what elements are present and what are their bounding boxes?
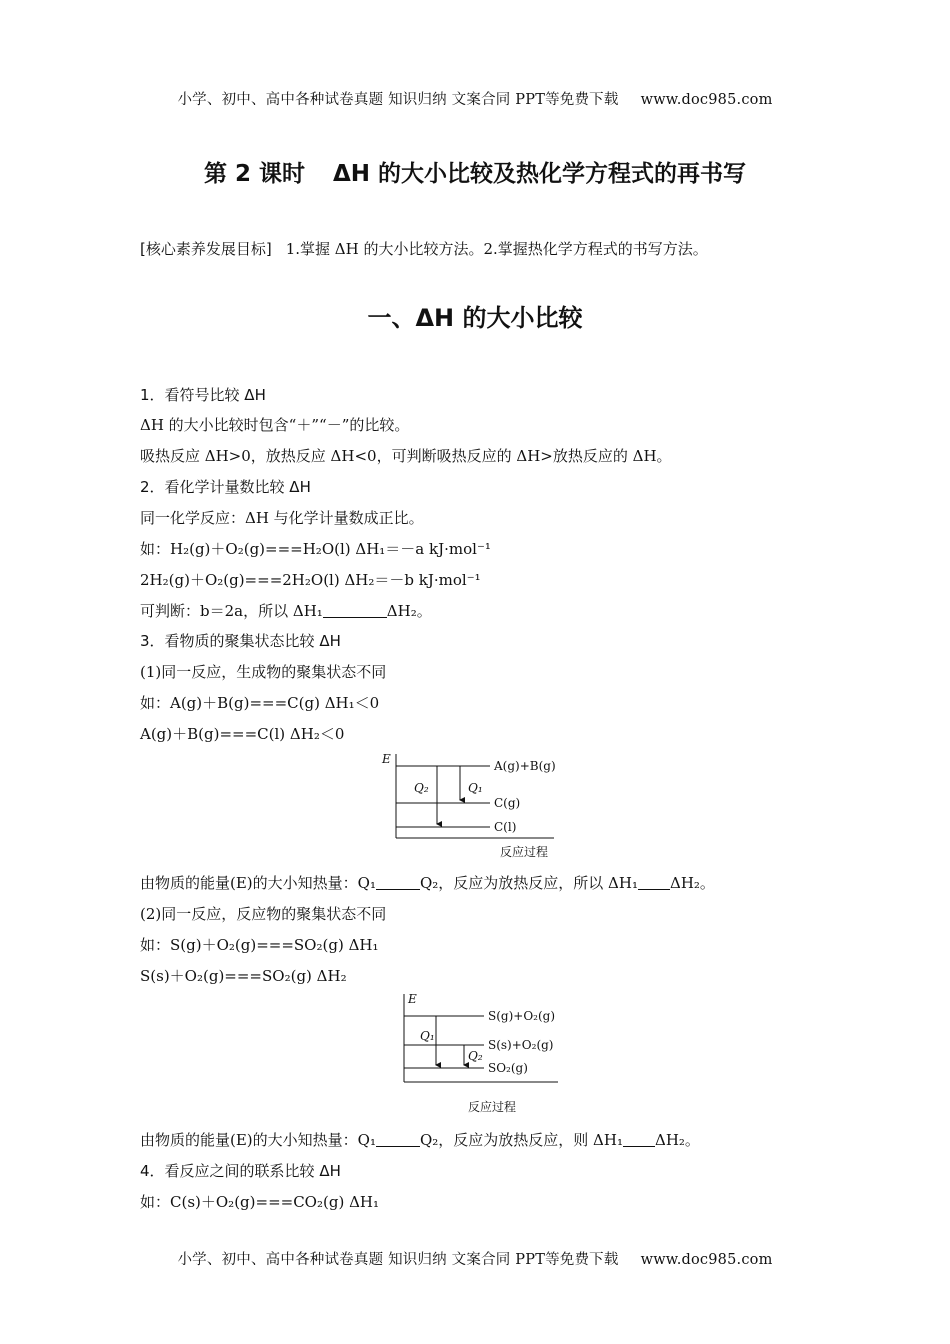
point-4-heading: 4．看反应之间的联系比较 ΔH: [140, 1162, 341, 1180]
footer-text: 小学、初中、高中各种试卷真题 知识归纳 文案合同 PPT等免费下载: [177, 1252, 619, 1268]
q-label: Q₂: [468, 1049, 483, 1063]
answer-blank[interactable]: [638, 876, 670, 890]
energy-diagram-1: [376, 748, 576, 863]
level-label: S(g)+O₂(g): [488, 1009, 556, 1023]
goals-label: [核心素养发展目标]: [140, 240, 272, 258]
text-line: ΔH 的大小比较时包含“＋”“－”的比较。: [140, 416, 410, 434]
answer-blank[interactable]: [376, 876, 420, 890]
level-label: S(s)+O₂(g): [488, 1038, 554, 1052]
point-1-heading: 1．看符号比较 ΔH: [140, 386, 266, 404]
header-site-link[interactable]: www.doc985.com: [640, 92, 773, 108]
text-line: (1)同一反应，生成物的聚集状态不同: [140, 663, 387, 681]
lesson-number: 第 2 课时: [203, 161, 305, 187]
header-text: 小学、初中、高中各种试卷真题 知识归纳 文案合同 PPT等免费下载: [177, 92, 619, 108]
answer-blank[interactable]: [376, 1133, 420, 1147]
energy-diagram-2: [392, 988, 572, 1118]
fill-line-3: 由物质的能量(E)的大小知热量：Q₁ Q₂，反应为放热反应，则 ΔH₁ ΔH₂。: [140, 1131, 700, 1149]
section-title: 一、ΔH 的大小比较: [367, 304, 583, 332]
page-footer: [0, 1248, 950, 1269]
answer-blank[interactable]: [323, 604, 387, 618]
level-label: C(l): [494, 820, 517, 834]
page-title: [0, 155, 950, 188]
point-2-heading: 2．看化学计量数比较 ΔH: [140, 478, 311, 496]
equation-line: 如：H₂(g)＋O₂(g)===H₂O(l) ΔH₁＝－a kJ·mol⁻¹: [140, 540, 491, 558]
q-label: Q₂: [414, 781, 429, 795]
q-label: Q₁: [468, 781, 483, 795]
axis-x-label: 反应过程: [468, 1100, 517, 1114]
equation-line: 如：S(g)＋O₂(g)===SO₂(g) ΔH₁: [140, 936, 379, 954]
equation-line: S(s)＋O₂(g)===SO₂(g) ΔH₂: [140, 967, 347, 985]
point-3-heading: 3．看物质的聚集状态比较 ΔH: [140, 632, 341, 650]
equation-line: 如：A(g)＋B(g)===C(g) ΔH₁＜0: [140, 694, 380, 712]
level-label: C(g): [494, 796, 521, 810]
lesson-topic: ΔH 的大小比较及热化学方程式的再书写: [332, 161, 747, 187]
page-header: [0, 88, 950, 109]
level-label: SO₂(g): [488, 1061, 528, 1075]
core-goals: [140, 238, 708, 259]
level-label: A(g)+B(g): [494, 759, 556, 773]
equation-line: 2H₂(g)＋O₂(g)===2H₂O(l) ΔH₂＝－b kJ·mol⁻¹: [140, 571, 481, 589]
fill-line-1: 可判断：b＝2a，所以 ΔH₁ ΔH₂。: [140, 602, 432, 620]
axis-y-label: E: [382, 752, 391, 766]
axis-x-label: 反应过程: [500, 845, 549, 859]
answer-blank[interactable]: [623, 1133, 655, 1147]
q-label: Q₁: [420, 1029, 435, 1043]
text-line: 吸热反应 ΔH>0，放热反应 ΔH<0，可判断吸热反应的 ΔH>放热反应的 ΔH。: [140, 447, 672, 465]
footer-site-link[interactable]: www.doc985.com: [640, 1252, 773, 1268]
axis-y-label: E: [408, 992, 417, 1006]
fill-line-2: 由物质的能量(E)的大小知热量：Q₁ Q₂，反应为放热反应，所以 ΔH₁ ΔH₂。: [140, 874, 715, 892]
text-line: (2)同一反应，反应物的聚集状态不同: [140, 905, 387, 923]
equation-line: A(g)＋B(g)===C(l) ΔH₂＜0: [140, 725, 345, 743]
text-line: 同一化学反应：ΔH 与化学计量数成正比。: [140, 509, 424, 527]
goals-text: 1.掌握 ΔH 的大小比较方法。2.掌握热化学方程式的书写方法。: [285, 240, 708, 258]
equation-line: 如：C(s)＋O₂(g)===CO₂(g) ΔH₁: [140, 1193, 379, 1211]
